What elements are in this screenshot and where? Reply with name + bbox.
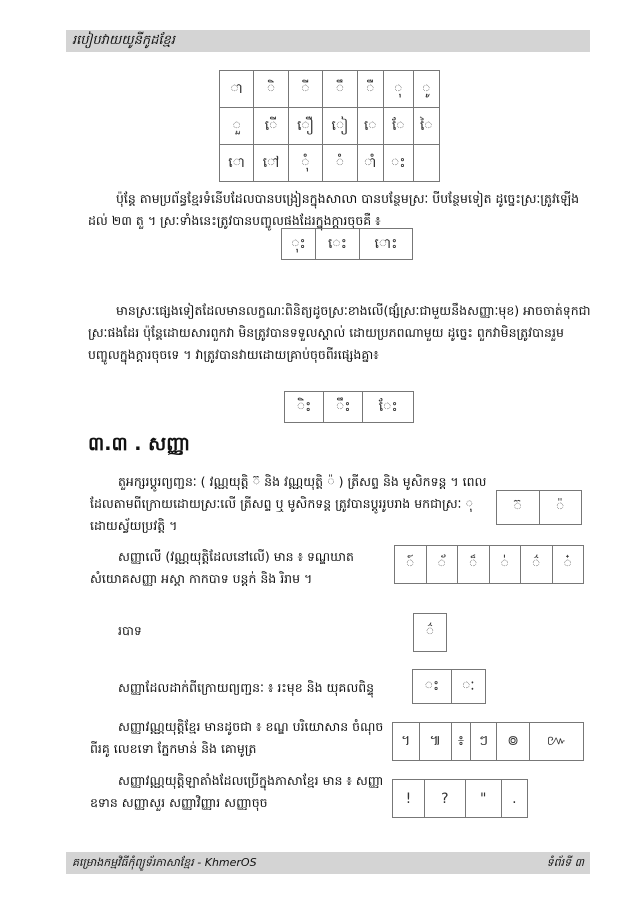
vowel-cell: ឿ	[288, 108, 322, 145]
vowel-cell: ុះ	[282, 229, 316, 260]
triisap-table	[496, 490, 582, 525]
symbol-cell: ៎	[552, 546, 584, 584]
paragraph-added-vowels: ប៉ុន្តែ តាមប្រព័ន្ធខ្មែរទំនើបដែលបានបង្រៀនក្នុងសាលា បានបន្ថែមស្រៈ បីបន្ថែមទៀត ដូច្នេះស្រៈត្រូវឡើងដល់ ២៣ តួ ។ ស្រៈទាំងនេះត្រូវបានបញ្ចូលផងដែរក្នុងក្តារចុចគឺ ៖	[88, 191, 580, 228]
vowel-cell: ឹ	[323, 71, 357, 108]
vowel-cell: េ	[357, 108, 383, 145]
page-number: ទំព័រទី ៣	[546, 856, 584, 869]
header-title: របៀបវាយយូនីកូដខ្មែរ	[72, 33, 175, 48]
symbol-cell: ៏	[458, 546, 490, 584]
vowel-cell: ើ	[254, 108, 288, 145]
vowel-cell: ោះ	[359, 229, 412, 260]
paragraph-triisap: តួអក្សរប្តូរព្យញ្ជនៈ ( វណ្ណយុត្តិ ៊ និង វណ្ណយុត្តិ ៉ ) ត្រីសព្ទ និង មូសិកទន្ត ។ ពេលដែលតាមពីក្រោយដោយស្រៈលើ ត្រីសព្ទ ឬ មូសិកទន្ត ត្រូវបានប្តូររូបរាង មកជាស្រៈ ុ ដោយស្វ័យប្រវត្តិ ។	[90, 474, 487, 533]
khmer-punctuation-table	[392, 722, 584, 761]
vowel-cell: ោ	[220, 145, 254, 182]
symbol-cell: ៗ	[470, 723, 497, 761]
symbol-cell: ។	[393, 723, 420, 761]
robat-table	[413, 613, 447, 652]
paragraph-latin-punctuation: សញ្ញាវណ្ណយុត្តិឡាតាំងដែលប្រើក្នុងភាសាខ្មែរ មាន ៖ សញ្ញាឧទាន សញ្ញាសួរ សញ្ញាវិញ្ញារ សញ្ញាចុច	[90, 773, 384, 810]
symbol-cell: ់	[489, 546, 521, 584]
symbol-cell: ៚	[529, 723, 583, 761]
vowel-cell: ំ	[323, 145, 357, 182]
vowel-cell: ួ	[220, 108, 254, 145]
symbol-cell: !	[393, 780, 425, 818]
symbol-cell: .	[501, 780, 527, 818]
page-header	[66, 30, 590, 52]
symbol-cell: ៊	[497, 491, 540, 525]
symbol-cell: ៌	[414, 614, 447, 652]
vowel-cell	[413, 145, 439, 182]
vowel-cell: ៃ	[413, 108, 439, 145]
paragraph-after-signs: សញ្ញាដែលដាក់ពីក្រោយព្យញ្ជនៈ ៖ រះមុខ និង យុគលពិន្ទុ	[118, 680, 375, 695]
vowel-cell: ុំ	[288, 145, 322, 182]
paragraph-above-signs: សញ្ញាលើ (វណ្ណយុត្តិដែលនៅលើ) មាន ៖ ទណ្ឌឃាត សំយោគសញ្ញា អស្តា កាកបាទ បន្តក់ និង រិរាម ។	[90, 549, 354, 586]
paragraph-khmer-punctuation: សញ្ញាវណ្ណយុត្តិខ្មែរ មានដូចជា ៖ ខណ្ឌ បរិយោសាន ចំណុចពីរគូ លេខទោ ភ្នែកមាន់ និង គោមូត្រ	[90, 719, 384, 756]
vowel-cell: ិ	[254, 71, 288, 108]
vowel-cell: ែះ	[363, 392, 414, 423]
vowel-cell: ែ	[383, 108, 413, 145]
after-signs-table	[412, 669, 486, 704]
vowel-cell: ឹះ	[324, 392, 363, 423]
symbol-cell: ?	[424, 780, 465, 818]
vowel-cell: ឺ	[357, 71, 383, 108]
page-footer	[66, 852, 590, 874]
symbol-cell: ័	[426, 546, 458, 584]
symbol-cell: ៍	[395, 546, 427, 584]
vowel-cell: ា	[220, 71, 254, 108]
added-vowels-table	[281, 228, 413, 260]
vowel-cell: ី	[288, 71, 322, 108]
vowel-cell: ៀ	[323, 108, 357, 145]
footer-left: គម្រោងកម្មវិធីកុំព្យូទ័រភាសាខ្មែរ - KhmerOS	[72, 856, 257, 869]
vowel-cell: ាំ	[357, 145, 383, 182]
above-signs-table	[394, 545, 584, 584]
symbol-cell: ៉	[539, 491, 582, 525]
other-vowels-table	[284, 391, 414, 423]
symbol-cell: ៈ	[451, 670, 485, 704]
symbol-cell: "	[465, 780, 501, 818]
vowel-cell: ូ	[413, 71, 439, 108]
section-title: ៣.៣ . សញ្ញា	[88, 433, 190, 455]
vowel-cell: ិះ	[285, 392, 324, 423]
vowel-cell: េះ	[316, 229, 360, 260]
symbol-cell: ៙	[497, 723, 530, 761]
vowel-cell: ុ	[383, 71, 413, 108]
latin-punctuation-table	[392, 779, 528, 818]
vowel-cell: ះ	[383, 145, 413, 182]
symbol-cell: ៖	[452, 723, 471, 761]
symbol-cell: ះ	[413, 670, 452, 704]
symbol-cell: ៌	[521, 546, 553, 584]
vowel-cell: ៅ	[254, 145, 288, 182]
symbol-cell: ៕	[419, 723, 452, 761]
paragraph-other-vowels: មានស្រៈផ្សេងទៀតដែលមានលក្ខណៈពិនិត្យដូចស្រៈខាងលើ(ផ្សំស្រៈជាមួយនឹងសញ្ញាៈមុខ) អាចចាត់ទុកជាស្រៈផងដែរ ប៉ុន្តែដោយសារពួកវា មិនត្រូវបានទទួលស្គាល់ ដោយប្រភពណាមួយ ដូច្នេះ ពួកវាមិនត្រូវបានរួមបញ្ចូលក្នុងក្តារចុចទេ ។ វាត្រូវបានវាយដោយគ្រាប់ចុចពីរផ្សេងគ្នា៖	[88, 303, 591, 362]
paragraph-robat: របាទ	[118, 623, 142, 638]
vowel-table	[219, 70, 440, 182]
